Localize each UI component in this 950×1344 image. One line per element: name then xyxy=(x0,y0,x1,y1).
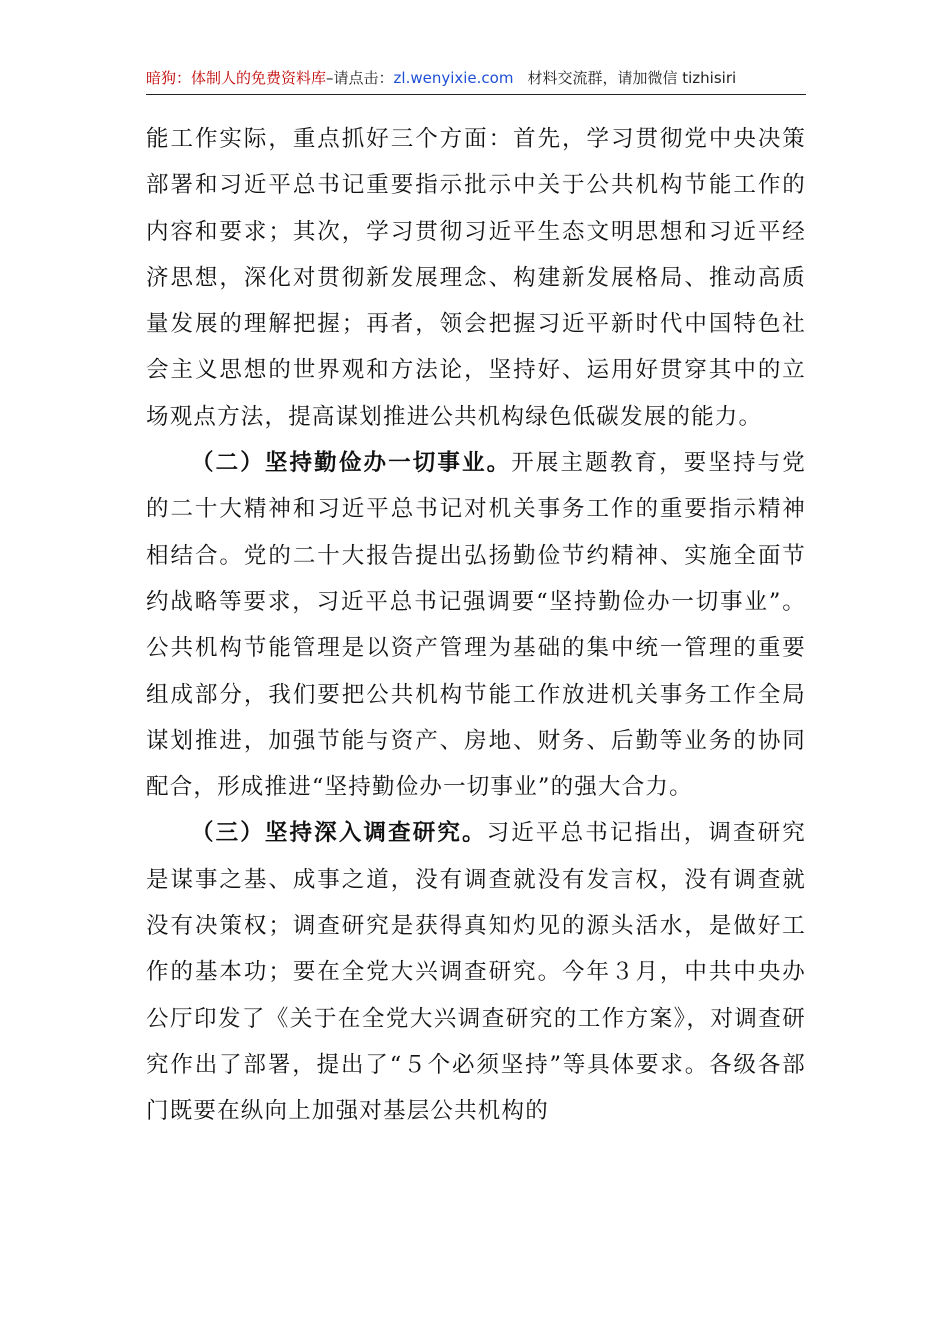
section-heading-3: （三）坚持深入调查研究。 xyxy=(191,820,487,847)
paragraph-3 xyxy=(146,810,806,1134)
header-separator: –请点击： xyxy=(326,69,394,87)
page-header xyxy=(146,62,806,95)
header-contact: 材料交流群，请加微信 tizhisiri xyxy=(527,69,737,87)
header-brand: 暗狗：体制人的免费资料库 xyxy=(146,69,327,87)
paragraph-2 xyxy=(146,440,806,810)
paragraph-3-text: 习近平总书记指出，调查研究是谋事之基、成事之道，没有调查就没有发言权，没有调查就没有决策权；调查研究是获得真知灼见的源头活水，是做好工作的基本功；要在全党大兴调查研究。今年３月，中共中央办公厅印发了《关于在全党大兴调查研究的工作方案》，对调查研究作出了部署，提出了“５个必须坚持”等具体要求。各级各部门既要在纵向上加强对基层公共机构的 xyxy=(146,820,806,1125)
header-link[interactable]: zl.wenyixie.com xyxy=(393,69,514,87)
paragraph-1 xyxy=(146,116,806,440)
paragraph-1-text: 能工作实际，重点抓好三个方面：首先，学习贯彻党中央决策部署和习近平总书记重要指示批示中关于公共机构节能工作的内容和要求；其次，学习贯彻习近平生态文明思想和习近平经济思想，深化对贯彻新发展理念、构建新发展格局、推动高质量发展的理解把握；再者，领会把握习近平新时代中国特色社会主义思想的世界观和方法论，坚持好、运用好贯穿其中的立场观点方法，提高谋划推进公共机构绿色低碳发展的能力。 xyxy=(146,126,806,430)
document-body xyxy=(146,116,806,1135)
paragraph-2-text: 开展主题教育，要坚持与党的二十大精神和习近平总书记对机关事务工作的重要指示精神相结合。党的二十大报告提出弘扬勤俭节约精神、实施全面节约战略等要求，习近平总书记强调要“坚持勤俭办一切事业”。公共机构节能管理是以资产管理为基础的集中统一管理的重要组成部分，我们要把公共机构节能工作放进机关事务工作全局谋划推进，加强节能与资产、房地、财务、后勤等业务的协同配合，形成推进“坚持勤俭办一切事业”的强大合力。 xyxy=(146,450,806,801)
section-heading-2: （二）坚持勤俭办一切事业。 xyxy=(191,450,512,477)
